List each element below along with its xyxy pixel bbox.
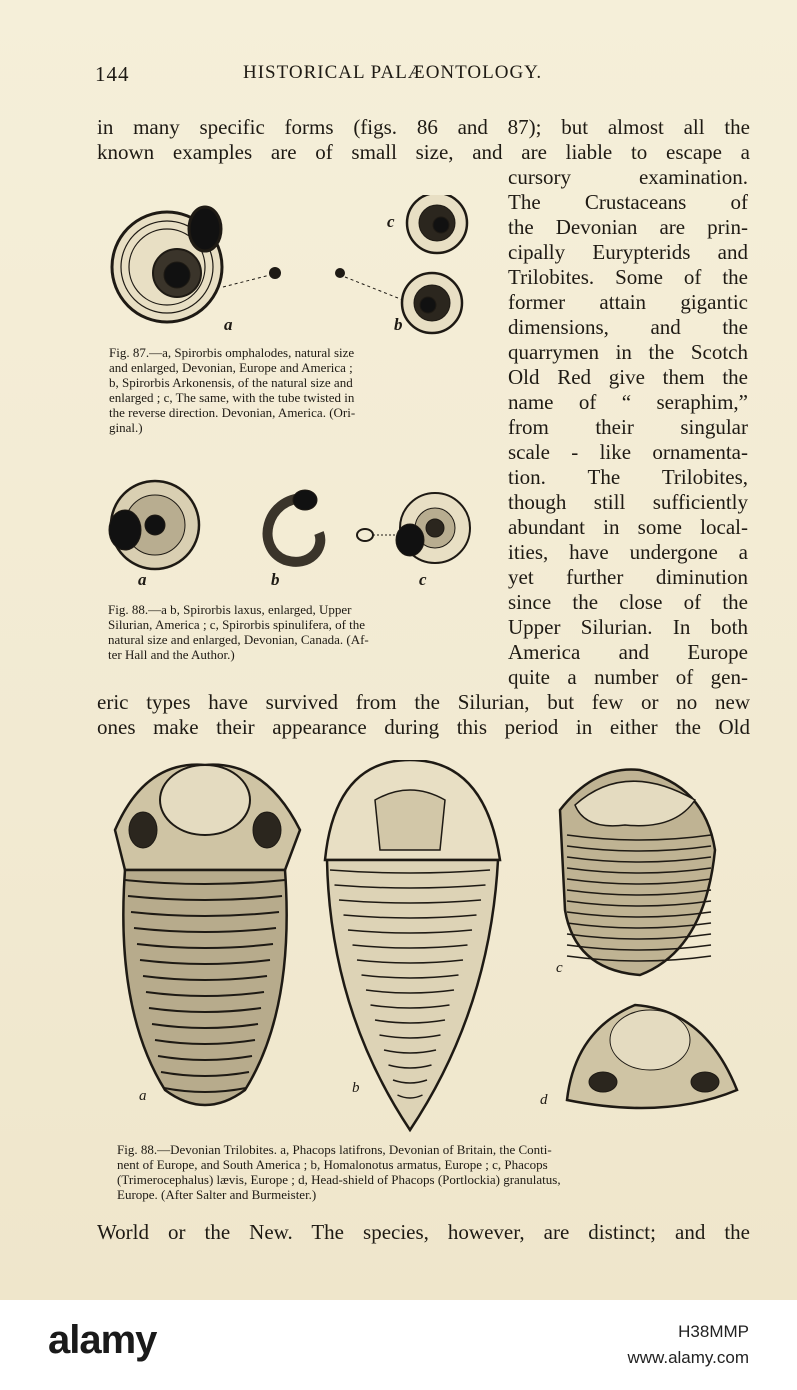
- spirorbis-laxus-a: [109, 481, 199, 569]
- fig87-caption: [109, 345, 475, 435]
- homalonotus-armatus-trilobite: [325, 760, 500, 1130]
- fig87-illustration: [105, 195, 480, 335]
- body-line: in many specific forms (figs. 86 and 87); but almost all the: [97, 115, 750, 139]
- right-column-line: ities, have undergone a: [508, 540, 748, 564]
- caption-line: Europe. (After Salter and Burmeister.): [117, 1187, 317, 1202]
- fig88-label-c: c: [419, 570, 427, 589]
- right-column-line: quarrymen in the Scotch: [508, 340, 748, 364]
- right-column-line: Upper Silurian. In both: [508, 615, 748, 639]
- right-column-line: from their singular: [508, 415, 748, 439]
- right-column-line: abundant in some local-: [508, 515, 748, 539]
- caption-line: and enlarged, Devonian, Europe and America ;: [109, 360, 353, 375]
- fig87-label-c: c: [387, 212, 395, 231]
- spirorbis-b-shell: [402, 273, 462, 333]
- right-column-line: Old Red give them the: [508, 365, 748, 389]
- caption-line: Fig. 87.—a, Spirorbis omphalodes, natural size: [109, 345, 355, 360]
- right-column-line: cipally Eurypterids and: [508, 240, 748, 264]
- fig88-label-b: b: [271, 570, 280, 589]
- fig88-trilobite-caption: [117, 1142, 752, 1202]
- fig88b-label-d: d: [540, 1092, 548, 1108]
- caption-line: Silurian, America ; c, Spirorbis spinulifera, of the: [108, 617, 366, 632]
- caption-line: Fig. 88.—a b, Spirorbis laxus, enlarged, Upper: [108, 602, 352, 617]
- right-column-line: scale - like ornamenta-: [508, 440, 748, 464]
- site-url: www.alamy.com: [627, 1348, 749, 1367]
- fig87-label-b: b: [394, 315, 403, 334]
- right-column-line: cursory examination.: [508, 165, 748, 189]
- fig87-label-a: a: [224, 315, 233, 334]
- spirorbis-spinulifera-c: [396, 493, 470, 563]
- spirorbis-laxus-b: [268, 490, 321, 562]
- spirorbis-large-shell: [112, 207, 222, 322]
- running-title: HISTORICAL PALÆONTOLOGY.: [243, 62, 543, 83]
- spirorbis-c-shell: [407, 195, 467, 253]
- fig88-label-a: a: [138, 570, 147, 589]
- right-column-line: dimensions, and the: [508, 315, 748, 339]
- body-line: ones make their appearance during this period in either the Old: [97, 715, 750, 739]
- alamy-logo: alamy: [48, 1318, 157, 1362]
- phacops-latifrons-trilobite: [115, 765, 300, 1105]
- caption-line: nent of Europe, and South America ; b, Homalonotus armatus, Europe ; c, Phacops: [117, 1157, 548, 1172]
- caption-line: enlarged ; c, The same, with the tube twisted in: [109, 390, 355, 405]
- fig88-spirorbis-illustration: [105, 478, 480, 573]
- page-number: 144: [95, 62, 130, 86]
- right-column-line: former attain gigantic: [508, 290, 748, 314]
- fig88b-label-a: a: [139, 1088, 147, 1104]
- caption-line: b, Spirorbis Arkonensis, of the natural size and: [109, 375, 353, 390]
- caption-line: natural size and enlarged, Devonian, Canada. (Af-: [108, 632, 369, 647]
- trilobite-plate: [105, 760, 745, 1135]
- right-column-line: the Devonian are prin-: [508, 215, 748, 239]
- body-line: known examples are of small size, and are liable to escape a: [97, 140, 750, 164]
- portlockia-head-shield: [567, 1005, 737, 1108]
- caption-line: (Trimerocephalus) lævis, Europe ; d, Head-shield of Phacops (Portlockia) granulatus,: [117, 1172, 561, 1187]
- fig88b-label-b: b: [352, 1080, 360, 1096]
- caption-line: Fig. 88.—Devonian Trilobites. a, Phacops latifrons, Devonian of Britain, the Conti-: [117, 1142, 552, 1157]
- right-column-line: yet further diminution: [508, 565, 748, 589]
- phacops-laevis-trilobite: [560, 770, 715, 976]
- image-id: H38MMP: [678, 1322, 749, 1341]
- right-column-line: name of “ seraphim,”: [508, 390, 748, 414]
- right-column-line: America and Europe: [508, 640, 748, 664]
- caption-line: ter Hall and the Author.): [108, 647, 235, 662]
- fig88b-label-c: c: [556, 960, 563, 976]
- right-column-line: Trilobites. Some of the: [508, 265, 748, 289]
- right-column-line: though still sufficiently: [508, 490, 748, 514]
- right-column-line: The Crustaceans of: [508, 190, 748, 214]
- right-column-line: quite a number of gen-: [508, 665, 748, 689]
- right-column-line: since the close of the: [508, 590, 748, 614]
- body-line: eric types have survived from the Silurian, but few or no new: [97, 690, 750, 714]
- fig88-spirorbis-caption: [108, 602, 486, 662]
- caption-line: ginal.): [109, 420, 143, 435]
- caption-line: the reverse direction. Devonian, America. (Ori-: [109, 405, 356, 420]
- right-column-line: tion. The Trilobites,: [508, 465, 748, 489]
- body-line-last: World or the New. The species, however, are distinct; and the: [97, 1220, 750, 1244]
